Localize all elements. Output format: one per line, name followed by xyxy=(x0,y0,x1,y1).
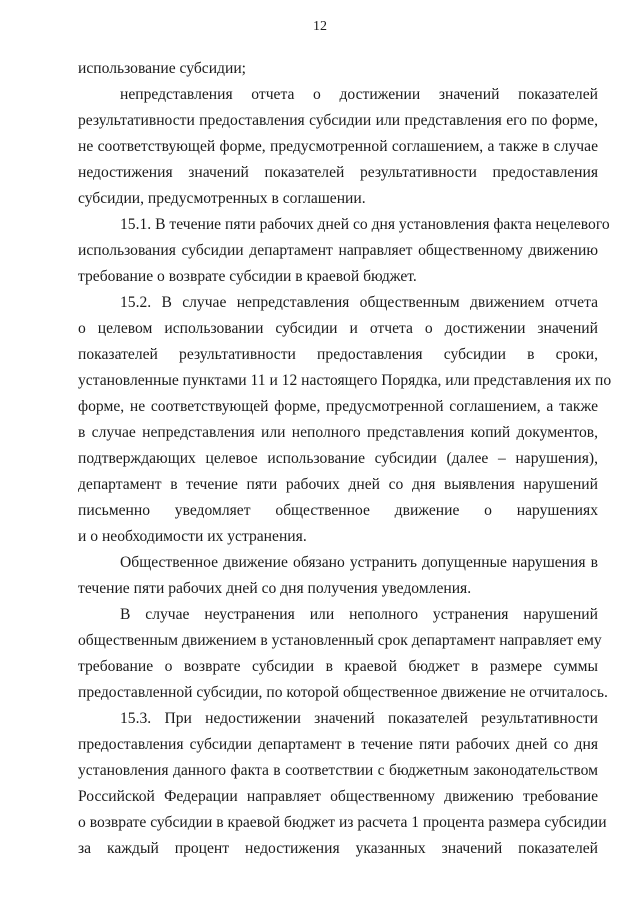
text-line: недостижения значений показателей результативности предоставления xyxy=(78,164,598,181)
text-line: Российской Федерации направляет общественному движению требование xyxy=(78,788,598,805)
text-line: установленные пунктами 11 и 12 настоящего Порядка, или представления их по xyxy=(78,372,612,389)
text-line: в случае непредставления или неполного представления копий документов, xyxy=(78,424,598,441)
text-line: показателей результативности предоставления субсидии в сроки, xyxy=(78,346,598,363)
text-line: 15.2. В случае непредставления общественным движением отчета xyxy=(120,294,598,311)
text-line: установления данного факта в соответствии с бюджетным законодательством xyxy=(78,762,598,779)
text-line: не соответствующей форме, предусмотренной соглашением, а также в случае xyxy=(78,138,598,155)
page-number: 12 xyxy=(313,19,327,34)
text-line: форме, не соответствующей форме, предусмотренной соглашением, а также xyxy=(78,398,598,415)
text-line: и о необходимости их устранения. xyxy=(78,528,307,545)
text-line: о возврате субсидии в краевой бюджет из расчета 1 процента размера субсидии xyxy=(78,814,607,831)
text-line: письменно уведомляет общественное движение о нарушениях xyxy=(78,502,598,519)
text-line: субсидии, предусмотренных в соглашении. xyxy=(78,190,366,207)
text-line: результативности предоставления субсидии или представления его по форме, xyxy=(78,112,598,129)
text-line: использование субсидии; xyxy=(78,60,247,77)
text-line: непредставления отчета о достижении значений показателей xyxy=(120,86,598,103)
text-line: В случае неустранения или неполного устранения нарушений xyxy=(120,606,598,623)
text-line: течение пяти рабочих дней со дня получения уведомления. xyxy=(78,580,472,597)
text-line: департамент в течение пяти рабочих дней со дня выявления нарушений xyxy=(78,476,598,493)
text-line: за каждый процент недостижения указанных значений показателей xyxy=(78,840,598,857)
text-line: подтверждающих целевое использование субсидии (далее – нарушения), xyxy=(78,450,598,467)
document-body xyxy=(78,56,612,862)
text-line: 15.1. В течение пяти рабочих дней со дня установления факта нецелевого xyxy=(120,216,610,233)
text-line: использования субсидии департамент направляет общественному движению xyxy=(78,242,598,259)
text-line: Общественное движение обязано устранить допущенные нарушения в xyxy=(120,554,598,571)
text-line: 15.3. При недостижении значений показателей результативности xyxy=(120,710,598,727)
text-line: предоставленной субсидии, по которой общественное движение не отчиталось. xyxy=(78,684,608,701)
text-line: о целевом использовании субсидии и отчета о достижении значений xyxy=(78,320,598,337)
text-line: требование о возврате субсидии в краевой бюджет в размере суммы xyxy=(78,658,598,675)
text-line: предоставления субсидии департамент в течение пяти рабочих дней со дня xyxy=(78,736,598,753)
text-line: требование о возврате субсидии в краевой бюджет. xyxy=(78,268,417,285)
text-line: общественным движением в установленный срок департамент направляет ему xyxy=(78,632,602,649)
